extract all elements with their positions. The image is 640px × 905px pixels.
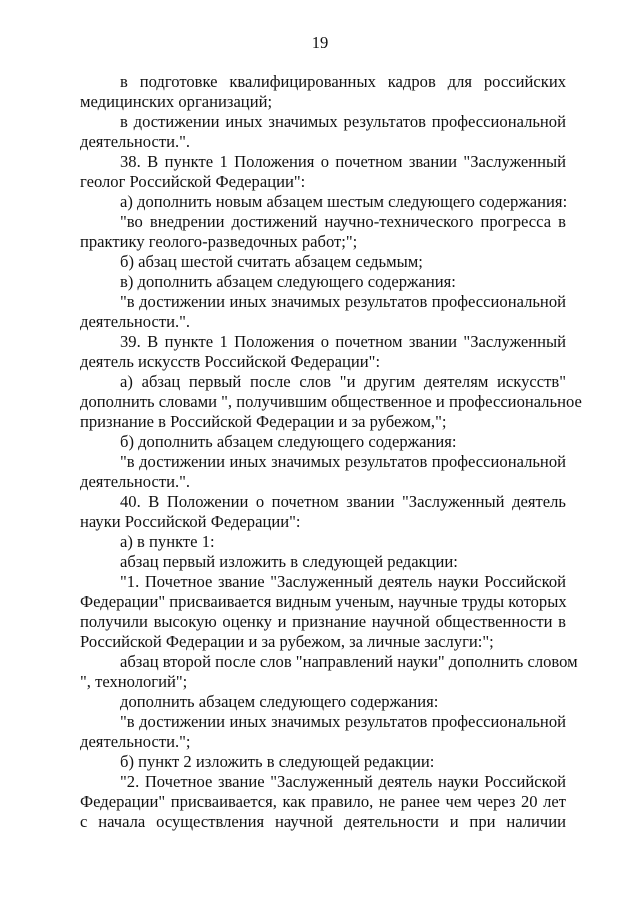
text-line: б) абзац шестой считать абзацем седьмым; xyxy=(120,252,423,271)
text-line: а) в пункте 1: xyxy=(120,532,215,551)
text-line: а) дополнить новым абзацем шестым следующего содержания: xyxy=(120,192,568,211)
text-line: б) пункт 2 изложить в следующей редакции: xyxy=(120,752,435,771)
text-line: "во внедрении достижений научно-технического прогресса в xyxy=(120,212,566,231)
text-line: "в достижении иных значимых результатов профессиональной xyxy=(120,712,566,731)
text-line: абзац второй после слов "направлений науки" дополнить словом xyxy=(120,652,578,671)
document-body xyxy=(80,72,582,832)
text-line: медицинских организаций; xyxy=(80,92,273,111)
text-line: деятельности.". xyxy=(80,472,191,491)
text-line: 38. В пункте 1 Положения о почетном звании "Заслуженный xyxy=(120,152,566,171)
text-line: получили высокую оценку и признание научной общественности в xyxy=(80,612,566,631)
text-line: практику геолого-разведочных работ;"; xyxy=(80,232,358,251)
text-line: в подготовке квалифицированных кадров для российских xyxy=(120,72,566,91)
text-line: деятельности."; xyxy=(80,732,191,751)
text-line: дополнить словами ", получившим общественное и профессиональное xyxy=(80,392,582,411)
text-line: деятельности.". xyxy=(80,132,191,151)
text-line: Федерации" присваивается, как правило, не ранее чем через 20 лет xyxy=(80,792,566,811)
text-line: "1. Почетное звание "Заслуженный деятель науки Российской xyxy=(120,572,566,591)
text-line: 40. В Положении о почетном звании "Заслуженный деятель xyxy=(120,492,566,511)
page-number: 19 xyxy=(311,33,329,52)
text-line: в достижении иных значимых результатов профессиональной xyxy=(120,112,566,131)
text-line: Федерации" присваивается видным ученым, научные труды которых xyxy=(80,592,567,611)
text-line: "в достижении иных значимых результатов профессиональной xyxy=(120,452,566,471)
text-line: деятель искусств Российской Федерации": xyxy=(80,352,381,371)
text-line: дополнить абзацем следующего содержания: xyxy=(120,692,439,711)
text-line: Российской Федерации и за рубежом, за личные заслуги:"; xyxy=(80,632,494,651)
text-line: а) абзац первый после слов "и другим деятелям искусств" xyxy=(120,372,566,391)
text-line: признание в Российской Федерации и за рубежом,"; xyxy=(80,412,447,431)
text-line: в) дополнить абзацем следующего содержания: xyxy=(120,272,456,291)
text-line: с начала осуществления научной деятельности и при наличии xyxy=(80,812,566,831)
text-line: "в достижении иных значимых результатов профессиональной xyxy=(120,292,566,311)
text-line: науки Российской Федерации": xyxy=(80,512,301,531)
text-line: абзац первый изложить в следующей редакции: xyxy=(120,552,458,571)
text-line: деятельности.". xyxy=(80,312,191,331)
text-line: 39. В пункте 1 Положения о почетном звании "Заслуженный xyxy=(120,332,566,351)
text-line: геолог Российской Федерации": xyxy=(80,172,306,191)
text-line: б) дополнить абзацем следующего содержания: xyxy=(120,432,457,451)
text-line: ", технологий"; xyxy=(80,672,188,691)
text-line: "2. Почетное звание "Заслуженный деятель науки Российской xyxy=(120,772,566,791)
